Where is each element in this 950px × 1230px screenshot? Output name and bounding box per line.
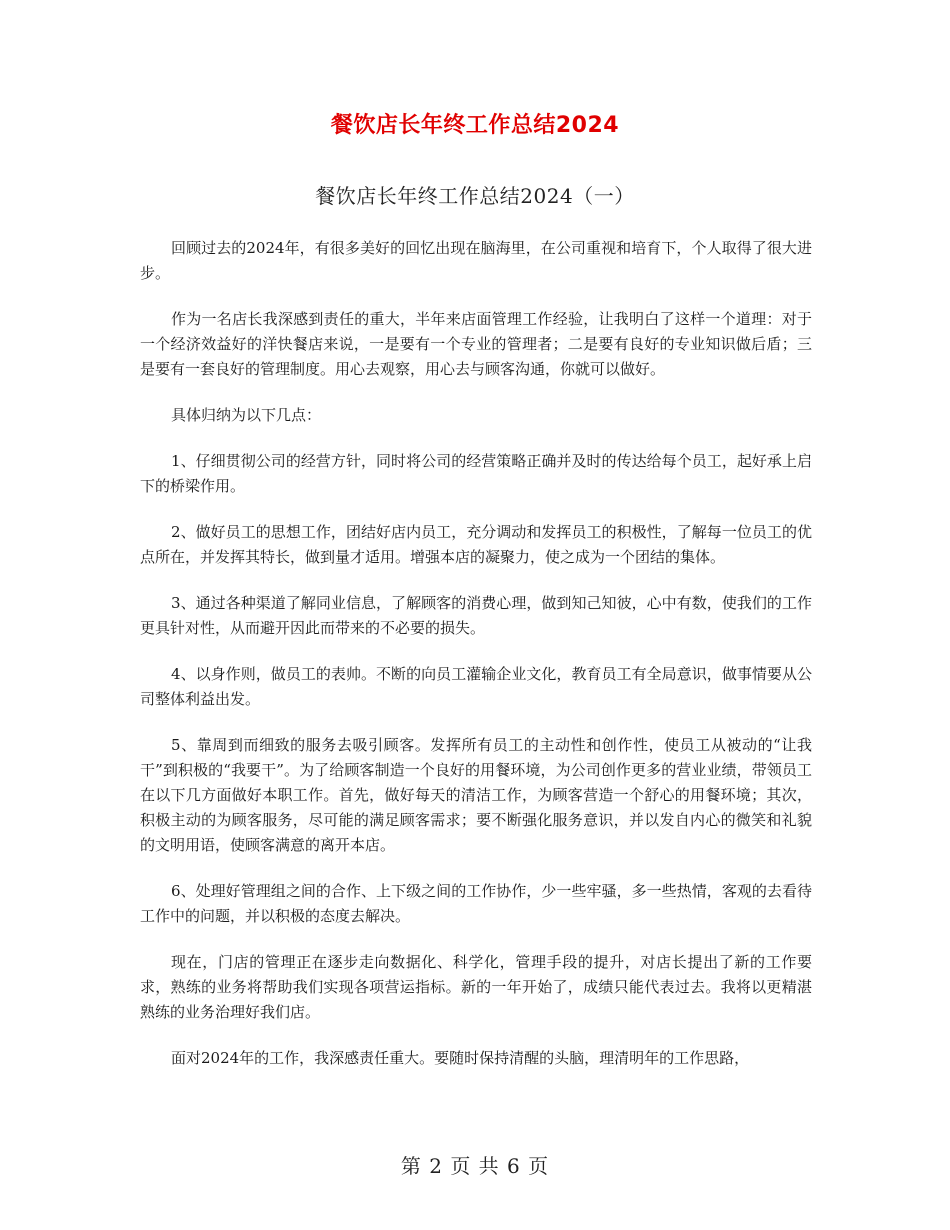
paragraph: 4、以身作则，做员工的表帅。不断的向员工灌输企业文化，教育员工有全局意识，做事情要从公司整体利益出发。 <box>140 665 812 708</box>
paragraph: 5、靠周到而细致的服务去吸引顾客。发挥所有员工的主动性和创作性，使员工从被动的“让我干”到积极的“我要干”。为了给顾客制造一个良好的用餐环境，为公司创作更多的营业业绩，带领员工在以下几方面做好本职工作。首先，做好每天的清洁工作，为顾客营造一个舒心的用餐环境；其次，积极主动的为顾客服务，尽可能的满足顾客需求；要不断强化服务意识，并以发自内心的微笑和礼貌的文明用语，使顾客满意的离开本店。 <box>140 736 812 854</box>
document-title: 餐饮店长年终工作总结2024 <box>330 113 620 138</box>
page-number-footer: 第 2 页 共 6 页 <box>400 1154 550 1178</box>
section-heading: 餐饮店长年终工作总结2024（一） <box>315 184 635 208</box>
paragraph: 2、做好员工的思想工作，团结好店内员工，充分调动和发挥员工的积极性，了解每一位员工的优点所在，并发挥其特长，做到量才适用。增强本店的凝聚力，使之成为一个团结的集体。 <box>140 523 812 566</box>
paragraph: 1、仔细贯彻公司的经营方针，同时将公司的经营策略正确并及时的传达给每个员工，起好承上启下的桥梁作用。 <box>140 452 812 495</box>
paragraph: 现在，门店的管理正在逐步走向数据化、科学化，管理手段的提升，对店长提出了新的工作要求，熟练的业务将帮助我们实现各项营运指标。新的一年开始了，成绩只能代表过去。我将以更精湛熟练的业务治理好我们店。 <box>140 953 812 1021</box>
body-text <box>140 236 812 1092</box>
paragraph: 面对2024年的工作，我深感责任重大。要随时保持清醒的头脑，理清明年的工作思路， <box>171 1049 750 1067</box>
paragraph: 回顾过去的2024年，有很多美好的回忆出现在脑海里，在公司重视和培育下，个人取得了很大进步。 <box>140 239 812 282</box>
paragraph: 3、通过各种渠道了解同业信息，了解顾客的消费心理，做到知己知彼，心中有数，使我们的工作更具针对性，从而避开因此而带来的不必要的损失。 <box>140 594 812 637</box>
paragraph: 作为一名店长我深感到责任的重大，半年来店面管理工作经验，让我明白了这样一个道理：对于一个经济效益好的洋快餐店来说，一是要有一个专业的管理者；二是要有良好的专业知识做后盾；三是要有一套良好的管理制度。用心去观察，用心去与顾客沟通，你就可以做好。 <box>140 310 812 378</box>
paragraph: 具体归纳为以下几点： <box>171 406 322 424</box>
paragraph: 6、处理好管理组之间的合作、上下级之间的工作协作，少一些牢骚，多一些热情，客观的去看待工作中的问题，并以积极的态度去解决。 <box>140 882 812 925</box>
